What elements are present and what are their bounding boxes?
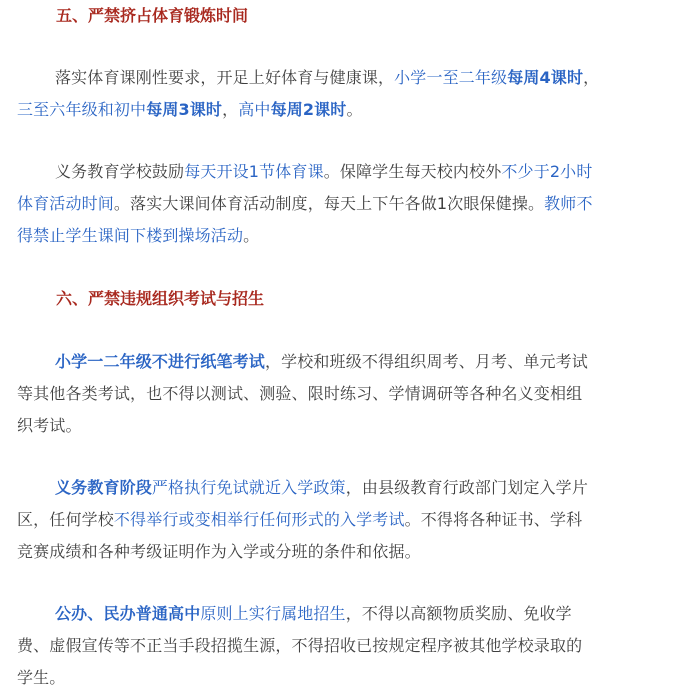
- text-line: [17, 156, 667, 188]
- section-6-heading: 六、严禁违规组织考试与招生: [56, 289, 265, 308]
- text-line: [17, 504, 667, 536]
- section-6-paragraph-3: [17, 598, 667, 694]
- text-span: 。保障学生每天校内校外: [323, 162, 502, 181]
- text-line: [17, 94, 667, 126]
- text-span: 学生。: [17, 668, 66, 687]
- highlight-text: 不得举行或变相举行任何形式的入学考试: [113, 510, 405, 529]
- text-span: 落实体育课刚性要求，开足上好体育与健康课，: [55, 68, 395, 87]
- text-span: ，不得以高额物质奖励、免收学: [345, 604, 572, 623]
- section-5-paragraph-2: [17, 156, 667, 252]
- text-span: 区，任何学校: [17, 510, 114, 529]
- highlight-text: 原则上实行属地招生: [200, 604, 346, 623]
- text-span: ，学校和班级不得组织周考、月考、单元考试: [264, 352, 588, 371]
- text-line: [17, 378, 667, 410]
- section-6-paragraph-2: [17, 472, 667, 568]
- highlight-text: 小学一至二年级: [394, 68, 508, 87]
- text-line: [17, 220, 667, 252]
- highlight-text: 不少于2小时: [501, 162, 593, 181]
- text-span: 费、虚假宣传等不正当手段招揽生源，不得招收已按规定程序被其他学校录取的: [17, 636, 583, 655]
- highlight-text: 严格执行免试就近入学政策: [151, 478, 346, 497]
- section-5-heading: 五、严禁挤占体育锻炼时间: [56, 6, 249, 25]
- emphasis-text: 每周4课时: [507, 68, 584, 87]
- text-span: ，: [583, 68, 600, 87]
- text-line: [17, 188, 667, 220]
- text-line: [17, 346, 667, 378]
- text-line: [17, 410, 667, 442]
- text-line: [17, 598, 667, 630]
- emphasis-text: 小学一二年级不进行纸笔考试: [55, 352, 265, 371]
- highlight-text: 高中: [238, 100, 271, 119]
- highlight-text: 教师不: [544, 194, 593, 213]
- text-line: [17, 62, 667, 94]
- section-6-paragraph-1: [17, 346, 667, 442]
- text-span: 。不得将各种证书、学科: [404, 510, 583, 529]
- emphasis-text: 公办、民办普通高中: [55, 604, 201, 623]
- text-span: 。落实大课间体育活动制度，每天上下午各做1次眼保健操。: [113, 194, 545, 213]
- text-span: ，: [222, 100, 239, 119]
- section-5-paragraph-1: [17, 62, 667, 126]
- text-span: 。: [346, 100, 363, 119]
- highlight-text: 每天开设1节体育课: [184, 162, 324, 181]
- highlight-text: 得禁止学生课间下楼到操场活动: [17, 226, 244, 245]
- emphasis-text: 每周3课时: [146, 100, 223, 119]
- text-span: 义务教育学校鼓励: [55, 162, 185, 181]
- text-span: ，由县级教育行政部门划定入学片: [345, 478, 588, 497]
- highlight-text: 体育活动时间: [17, 194, 114, 213]
- text-span: 织考试。: [17, 416, 82, 435]
- highlight-text: 三至六年级和初中: [17, 100, 147, 119]
- text-line: [17, 536, 667, 568]
- text-span: 。: [243, 226, 260, 245]
- text-line: [17, 662, 667, 694]
- emphasis-text: 义务教育阶段: [55, 478, 152, 497]
- text-span: 等其他各类考试，也不得以测试、测验、限时练习、学情调研等各种名义变相组: [17, 384, 583, 403]
- emphasis-text: 每周2课时: [270, 100, 347, 119]
- text-span: 竞赛成绩和各种考级证明作为入学或分班的条件和依据。: [17, 542, 421, 561]
- text-line: [17, 472, 667, 504]
- text-line: [17, 630, 667, 662]
